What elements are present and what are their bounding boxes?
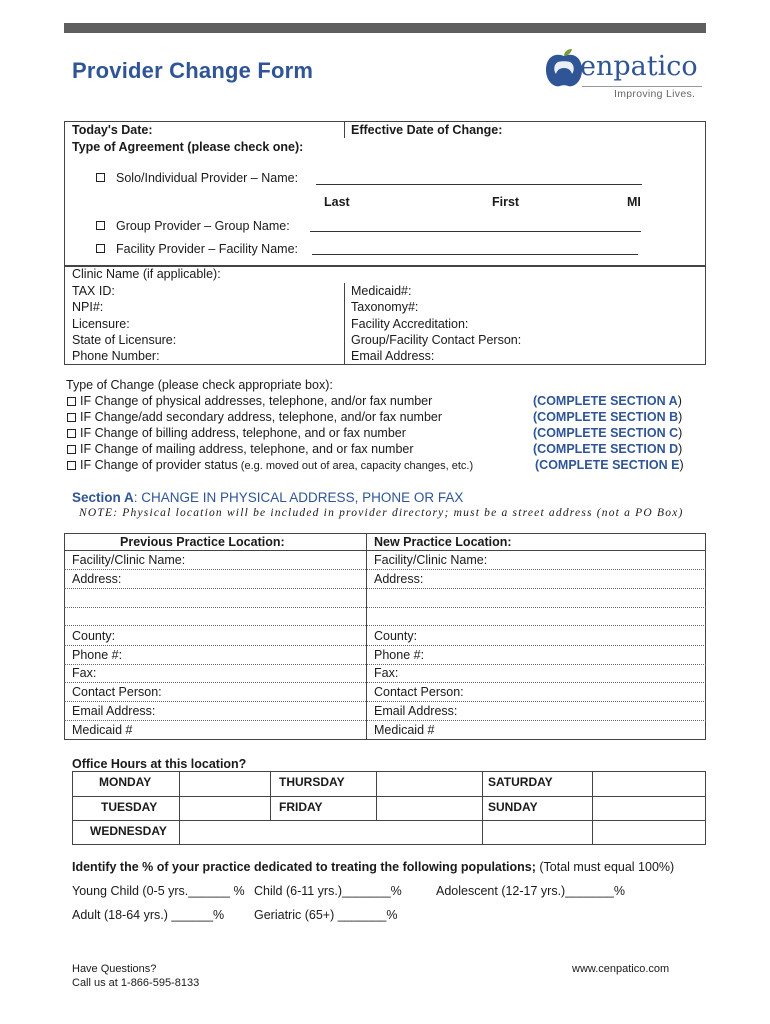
logo-rule [582, 86, 702, 87]
saturday-label: SATURDAY [488, 775, 553, 789]
change-e-section: (COMPLETE SECTION E) [535, 458, 684, 472]
change-a-section: (COMPLETE SECTION A) [533, 394, 682, 408]
populations-heading: Identify the % of your practice dedicated to treating the following populations; (Total must equal 100%) [72, 860, 675, 874]
prev-contact-label: Contact Person: [72, 685, 162, 699]
phone-number-label: Phone Number: [72, 349, 160, 363]
prev-email-label: Email Address: [72, 704, 156, 718]
name-last-label: Last [324, 195, 350, 209]
row-rule [64, 664, 706, 665]
new-facility-label: Facility/Clinic Name: [374, 553, 488, 567]
todays-date-label: Today's Date: [72, 123, 153, 137]
name-first-label: First [492, 195, 520, 209]
licensure-label: Licensure: [72, 317, 130, 331]
change-a-checkbox[interactable] [67, 397, 76, 406]
footer-website-link[interactable]: www.cenpatico.com [572, 963, 670, 975]
agreement-type-label: Type of Agreement (please check one): [72, 140, 304, 154]
monday-label: MONDAY [99, 775, 152, 789]
wednesday-label: WEDNESDAY [90, 824, 167, 838]
prev-phone-label: Phone #: [72, 648, 123, 662]
medicaid-label: Medicaid#: [351, 284, 412, 298]
change-e-label: IF Change of provider status (e.g. moved out of area, capacity changes, etc.) [80, 458, 474, 472]
section-a-note: NOTE: Physical location will be included in provider directory; must be a street address (not a PO Box) [79, 507, 684, 519]
npi-label: NPI#: [72, 300, 104, 314]
row-rule [64, 625, 706, 626]
row-rule [64, 701, 706, 702]
office-hours-table [72, 771, 706, 845]
row-rule [64, 720, 706, 721]
contact-person-label: Group/Facility Contact Person: [351, 333, 522, 347]
change-b-label: IF Change/add secondary address, telephone, and/or fax number [80, 410, 443, 424]
hours-col-rule [592, 771, 593, 845]
new-county-label: County: [374, 629, 418, 643]
prev-county-label: County: [72, 629, 116, 643]
row-rule [64, 682, 706, 683]
change-c-section: (COMPLETE SECTION C) [533, 426, 683, 440]
change-b-checkbox[interactable] [67, 413, 76, 422]
new-contact-label: Contact Person: [374, 685, 464, 699]
prev-location-header: Previous Practice Location: [120, 535, 285, 549]
agreement-divider [344, 121, 345, 138]
new-address-label: Address: [374, 572, 424, 586]
effective-date-label: Effective Date of Change: [351, 123, 503, 137]
friday-label: FRIDAY [279, 800, 323, 814]
geriatric-field[interactable]: Geriatric (65+) _______% [254, 908, 398, 922]
new-fax-label: Fax: [374, 666, 399, 680]
change-c-label: IF Change of billing address, telephone, and or fax number [80, 426, 406, 440]
accreditation-label: Facility Accreditation: [351, 317, 469, 331]
tax-id-label: TAX ID: [72, 284, 115, 298]
change-d-checkbox[interactable] [67, 445, 76, 454]
hours-row-rule [72, 820, 706, 821]
top-bar [64, 23, 706, 33]
change-heading: Type of Change (please check appropriate box): [66, 378, 333, 392]
new-location-header: New Practice Location: [374, 535, 512, 549]
facility-name-field[interactable] [312, 254, 638, 255]
hours-col-rule [482, 771, 483, 845]
row-rule [64, 588, 706, 589]
new-email-label: Email Address: [374, 704, 458, 718]
section-a-divider [366, 533, 367, 740]
change-d-label: IF Change of mailing address, telephone, and or fax number [80, 442, 414, 456]
group-name-field[interactable] [310, 231, 641, 232]
group-label: Group Provider – Group Name: [116, 219, 290, 233]
solo-label: Solo/Individual Provider – Name: [116, 171, 299, 185]
new-medicaid-label: Medicaid # [374, 723, 435, 737]
section-a-heading: Section A: CHANGE IN PHYSICAL ADDRESS, PHONE OR FAX [72, 490, 464, 505]
change-c-checkbox[interactable] [67, 429, 76, 438]
adolescent-field[interactable]: Adolescent (12-17 yrs.)_______% [436, 884, 626, 898]
row-rule [64, 607, 706, 608]
page-title: Provider Change Form [72, 58, 314, 83]
solo-name-field[interactable] [316, 184, 642, 185]
state-licensure-label: State of Licensure: [72, 333, 177, 347]
facility-checkbox[interactable] [96, 244, 105, 253]
sunday-label: SUNDAY [488, 800, 538, 814]
logo-word: enpatico [580, 51, 698, 82]
clinic-name-label: Clinic Name (if applicable): [72, 267, 221, 281]
logo-tagline: Improving Lives. [614, 88, 696, 100]
logo [544, 46, 706, 104]
row-rule [64, 569, 706, 570]
child-field[interactable]: Child (6-11 yrs.)_______% [254, 884, 402, 898]
section-a-header-rule [64, 550, 706, 551]
prev-address-label: Address: [72, 572, 122, 586]
hours-row-rule [72, 796, 706, 797]
logo-apple-icon [544, 48, 584, 90]
solo-checkbox[interactable] [96, 173, 105, 182]
change-a-label: IF Change of physical addresses, telephone, and/or fax number [80, 394, 433, 408]
taxonomy-label: Taxonomy#: [351, 300, 419, 314]
change-e-checkbox[interactable] [67, 461, 76, 470]
change-d-section: (COMPLETE SECTION D) [533, 442, 683, 456]
facility-label: Facility Provider – Facility Name: [116, 242, 298, 256]
young-child-field[interactable]: Young Child (0-5 yrs.______ % [72, 884, 245, 898]
prev-facility-label: Facility/Clinic Name: [72, 553, 186, 567]
name-mi-label: MI [627, 195, 641, 209]
prev-fax-label: Fax: [72, 666, 97, 680]
clinic-divider [344, 283, 345, 365]
adult-field[interactable]: Adult (18-64 yrs.) ______% [72, 908, 225, 922]
row-rule [64, 645, 706, 646]
tuesday-label: TUESDAY [101, 800, 158, 814]
footer-questions: Have Questions? [72, 963, 157, 975]
thursday-label: THURSDAY [279, 775, 345, 789]
group-checkbox[interactable] [96, 221, 105, 230]
footer-phone: Call us at 1-866-595-8133 [72, 977, 200, 989]
office-hours-title: Office Hours at this location? [72, 757, 247, 771]
new-phone-label: Phone #: [374, 648, 425, 662]
prev-medicaid-label: Medicaid # [72, 723, 133, 737]
change-b-section: (COMPLETE SECTION B) [533, 410, 683, 424]
hours-col-rule [179, 771, 180, 845]
email-address-label: Email Address: [351, 349, 435, 363]
